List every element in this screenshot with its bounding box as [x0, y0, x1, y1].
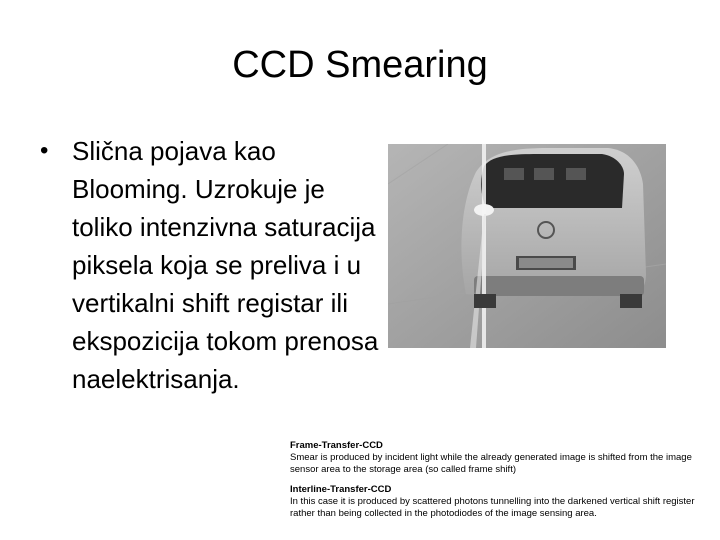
interline-transfer-text: In this case it is produced by scattered photons tunnelling into the darkened vertical shift register rather than being collected in the photodiodes of the image sensing area. — [290, 496, 695, 519]
bullet-dot-icon: • — [40, 137, 49, 164]
bullet-item-text: Slična pojava kao Blooming. Uzrokuje je toliko intenzivna saturacija piksela koja se preliva i u vertikalni shift registar ili ekspozicija tokom prenosa naelektrisanja. — [72, 136, 379, 394]
smear-caption — [290, 440, 718, 528]
frame-transfer-text: Smear is produced by incident light while the already generated image is shifted from the image sensor area to the storage area (so called frame shift) — [290, 452, 692, 475]
slide-title: CCD Smearing — [232, 44, 488, 86]
frame-transfer-heading: Frame-Transfer-CCD — [290, 440, 383, 451]
interline-transfer-heading: Interline-Transfer-CCD — [290, 484, 392, 495]
car-smear-photo — [388, 144, 666, 348]
car-rear-image — [388, 144, 666, 348]
